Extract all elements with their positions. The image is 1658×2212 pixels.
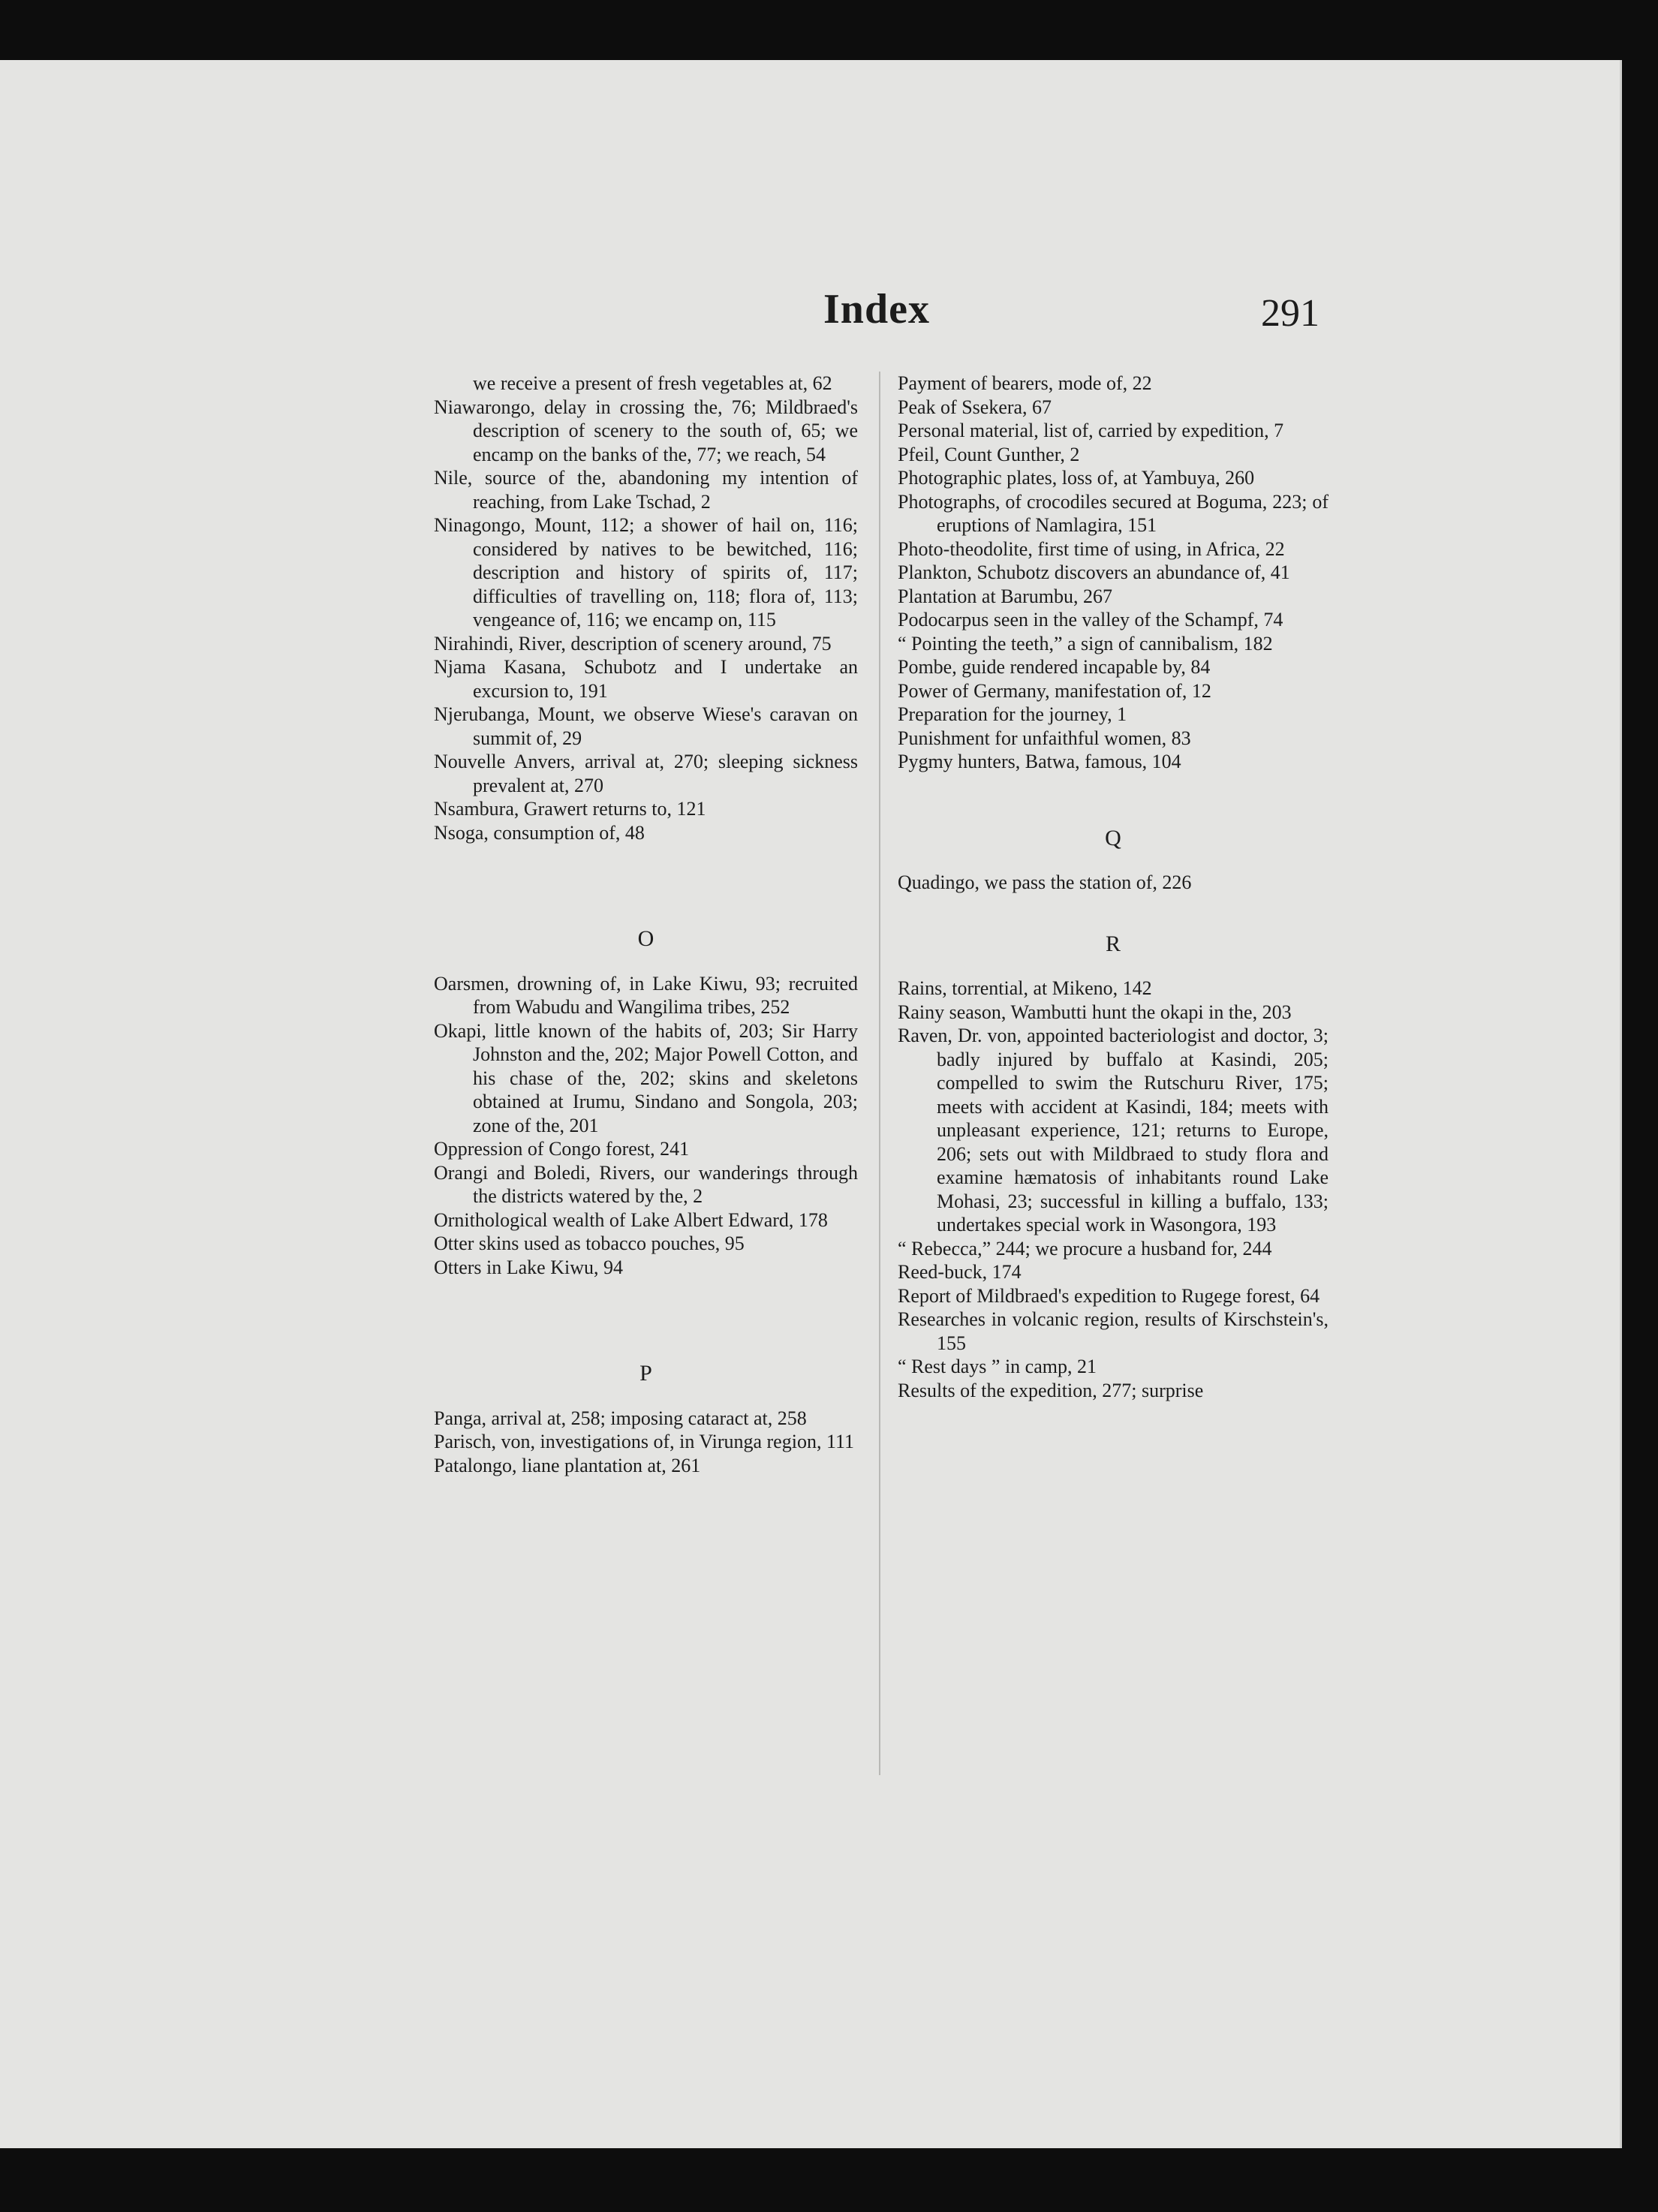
index-entry: Photographs, of crocodiles secured at Boguma, 223; of eruptions of Namlagira, 151	[898, 490, 1329, 536]
index-entry: Payment of bearers, mode of, 22	[898, 372, 1152, 394]
index-entry: “ Rest days ” in camp, 21	[898, 1356, 1097, 1377]
index-entry: Power of Germany, manifestation of, 12	[898, 679, 1211, 702]
index-entry: Researches in volcanic region, results of Kirschstein's, 155	[898, 1308, 1329, 1354]
index-entry: Podocarpus seen in the valley of the Schampf, 74	[898, 609, 1283, 630]
index-entry: Niawarongo, delay in crossing the, 76; Mildbraed's description of scenery to the south of, 65; we encamp on the banks of the, 77; we reach, 54	[434, 396, 858, 465]
index-entry: Okapi, little known of the habits of, 203; Sir Harry Johnston and the, 202; Major Powell Cotton, and his chase of the, 202; skins and skeletons obtained at Irumu, Sindano and Songola, 203; zone of the, 201	[434, 1019, 858, 1136]
index-entry: Personal material, list of, carried by expedition, 7	[898, 420, 1284, 441]
index-entry: “ Rebecca,” 244; we procure a husband for, 244	[898, 1237, 1272, 1259]
index-entry: Rains, torrential, at Mikeno, 142	[898, 977, 1152, 999]
index-entry: Parisch, von, investigations of, in Virunga region, 111	[434, 1431, 855, 1452]
index-entry: Plantation at Barumbu, 267	[898, 585, 1112, 607]
index-entry: Quadingo, we pass the station of, 226	[898, 871, 1192, 893]
index-entry: Nile, source of the, abandoning my intention of reaching, from Lake Tschad, 2	[434, 467, 858, 513]
section-letter-p: P	[639, 1361, 652, 1386]
index-entry: Report of Mildbraed's expedition to Rugege forest, 64	[898, 1284, 1320, 1307]
index-entry: Ornithological wealth of Lake Albert Edward, 178	[434, 1208, 828, 1231]
index-entry: Njerubanga, Mount, we observe Wiese's caravan on summit of, 29	[434, 703, 858, 749]
index-entry: Patalongo, liane plantation at, 261	[434, 1454, 701, 1476]
index-entry: Reed-buck, 174	[898, 1261, 1022, 1283]
page-number: 291	[1261, 292, 1319, 335]
section-letter-q: Q	[1105, 825, 1121, 850]
index-entry: Orangi and Boledi, Rivers, our wanderings through the districts watered by the, 2	[434, 1161, 858, 1207]
index-entry: Oppression of Congo forest, 241	[434, 1138, 690, 1160]
index-entry: we receive a present of fresh vegetables at, 62	[473, 372, 832, 394]
index-entry: Panga, arrival at, 258; imposing cataract at, 258	[434, 1407, 807, 1429]
index-entry: Oarsmen, drowning of, in Lake Kiwu, 93; recruited from Wabudu and Wangilima tribes, 252	[434, 972, 858, 1018]
right-column	[898, 372, 1329, 1402]
running-head	[0, 285, 1620, 375]
page-title: Index	[823, 286, 930, 333]
section-letter-o: O	[637, 926, 654, 951]
index-entry: Nsambura, Grawert returns to, 121	[434, 798, 706, 820]
index-entry: Rainy season, Wambutti hunt the okapi in the, 203	[898, 1001, 1292, 1023]
index-entry: Photographic plates, loss of, at Yambuya, 260	[898, 467, 1255, 489]
index-entry: Results of the expedition, 277; surprise	[898, 1379, 1204, 1401]
index-entry: Preparation for the journey, 1	[898, 703, 1127, 725]
index-entry: Otter skins used as tobacco pouches, 95	[434, 1232, 745, 1254]
index-entry: Plankton, Schubotz discovers an abundance of, 41	[898, 561, 1290, 583]
index-entry: Nirahindi, River, description of scenery around, 75	[434, 632, 832, 655]
index-entry: Peak of Ssekera, 67	[898, 396, 1052, 418]
index-entry: Punishment for unfaithful women, 83	[898, 727, 1191, 749]
index-entry: Pfeil, Count Gunther, 2	[898, 443, 1080, 465]
column-divider	[879, 372, 880, 1775]
index-entry: Ninagongo, Mount, 112; a shower of hail on, 116; considered by natives to be bewitched, 116; description and history of spirits of, 117; difficulties of travelling on, 118; flora of, 113; vengeance of, 116; we encamp on, 115	[434, 514, 858, 630]
left-column	[434, 372, 858, 1477]
index-entry: Raven, Dr. von, appointed bacteriologist and doctor, 3; badly injured by buffalo at Kasindi, 205; compelled to swim the Rutschuru River, 175; meets with accident at Kasindi, 184; meets with unpleasant experience, 121; returns to Europe, 206; sets out with Mildbraed to study flora and examine hæmatosis of inhabitants round Lake Mohasi, 23; successful in killing a buffalo, 133; undertakes special work in Wasongora, 193	[898, 1025, 1329, 1235]
index-entry: Njama Kasana, Schubotz and I undertake an excursion to, 191	[434, 656, 858, 702]
index-entry: “ Pointing the teeth,” a sign of cannibalism, 182	[898, 632, 1273, 655]
index-entry: Nouvelle Anvers, arrival at, 270; sleeping sickness prevalent at, 270	[434, 751, 858, 796]
index-entry: Otters in Lake Kiwu, 94	[434, 1256, 624, 1278]
index-entry: Pygmy hunters, Batwa, famous, 104	[898, 751, 1181, 772]
index-entry: Pombe, guide rendered incapable by, 84	[898, 656, 1211, 678]
index-entry: Photo-theodolite, first time of using, in Africa, 22	[898, 537, 1285, 560]
index-entry: Nsoga, consumption of, 48	[434, 821, 645, 844]
section-letter-r: R	[1105, 931, 1121, 956]
